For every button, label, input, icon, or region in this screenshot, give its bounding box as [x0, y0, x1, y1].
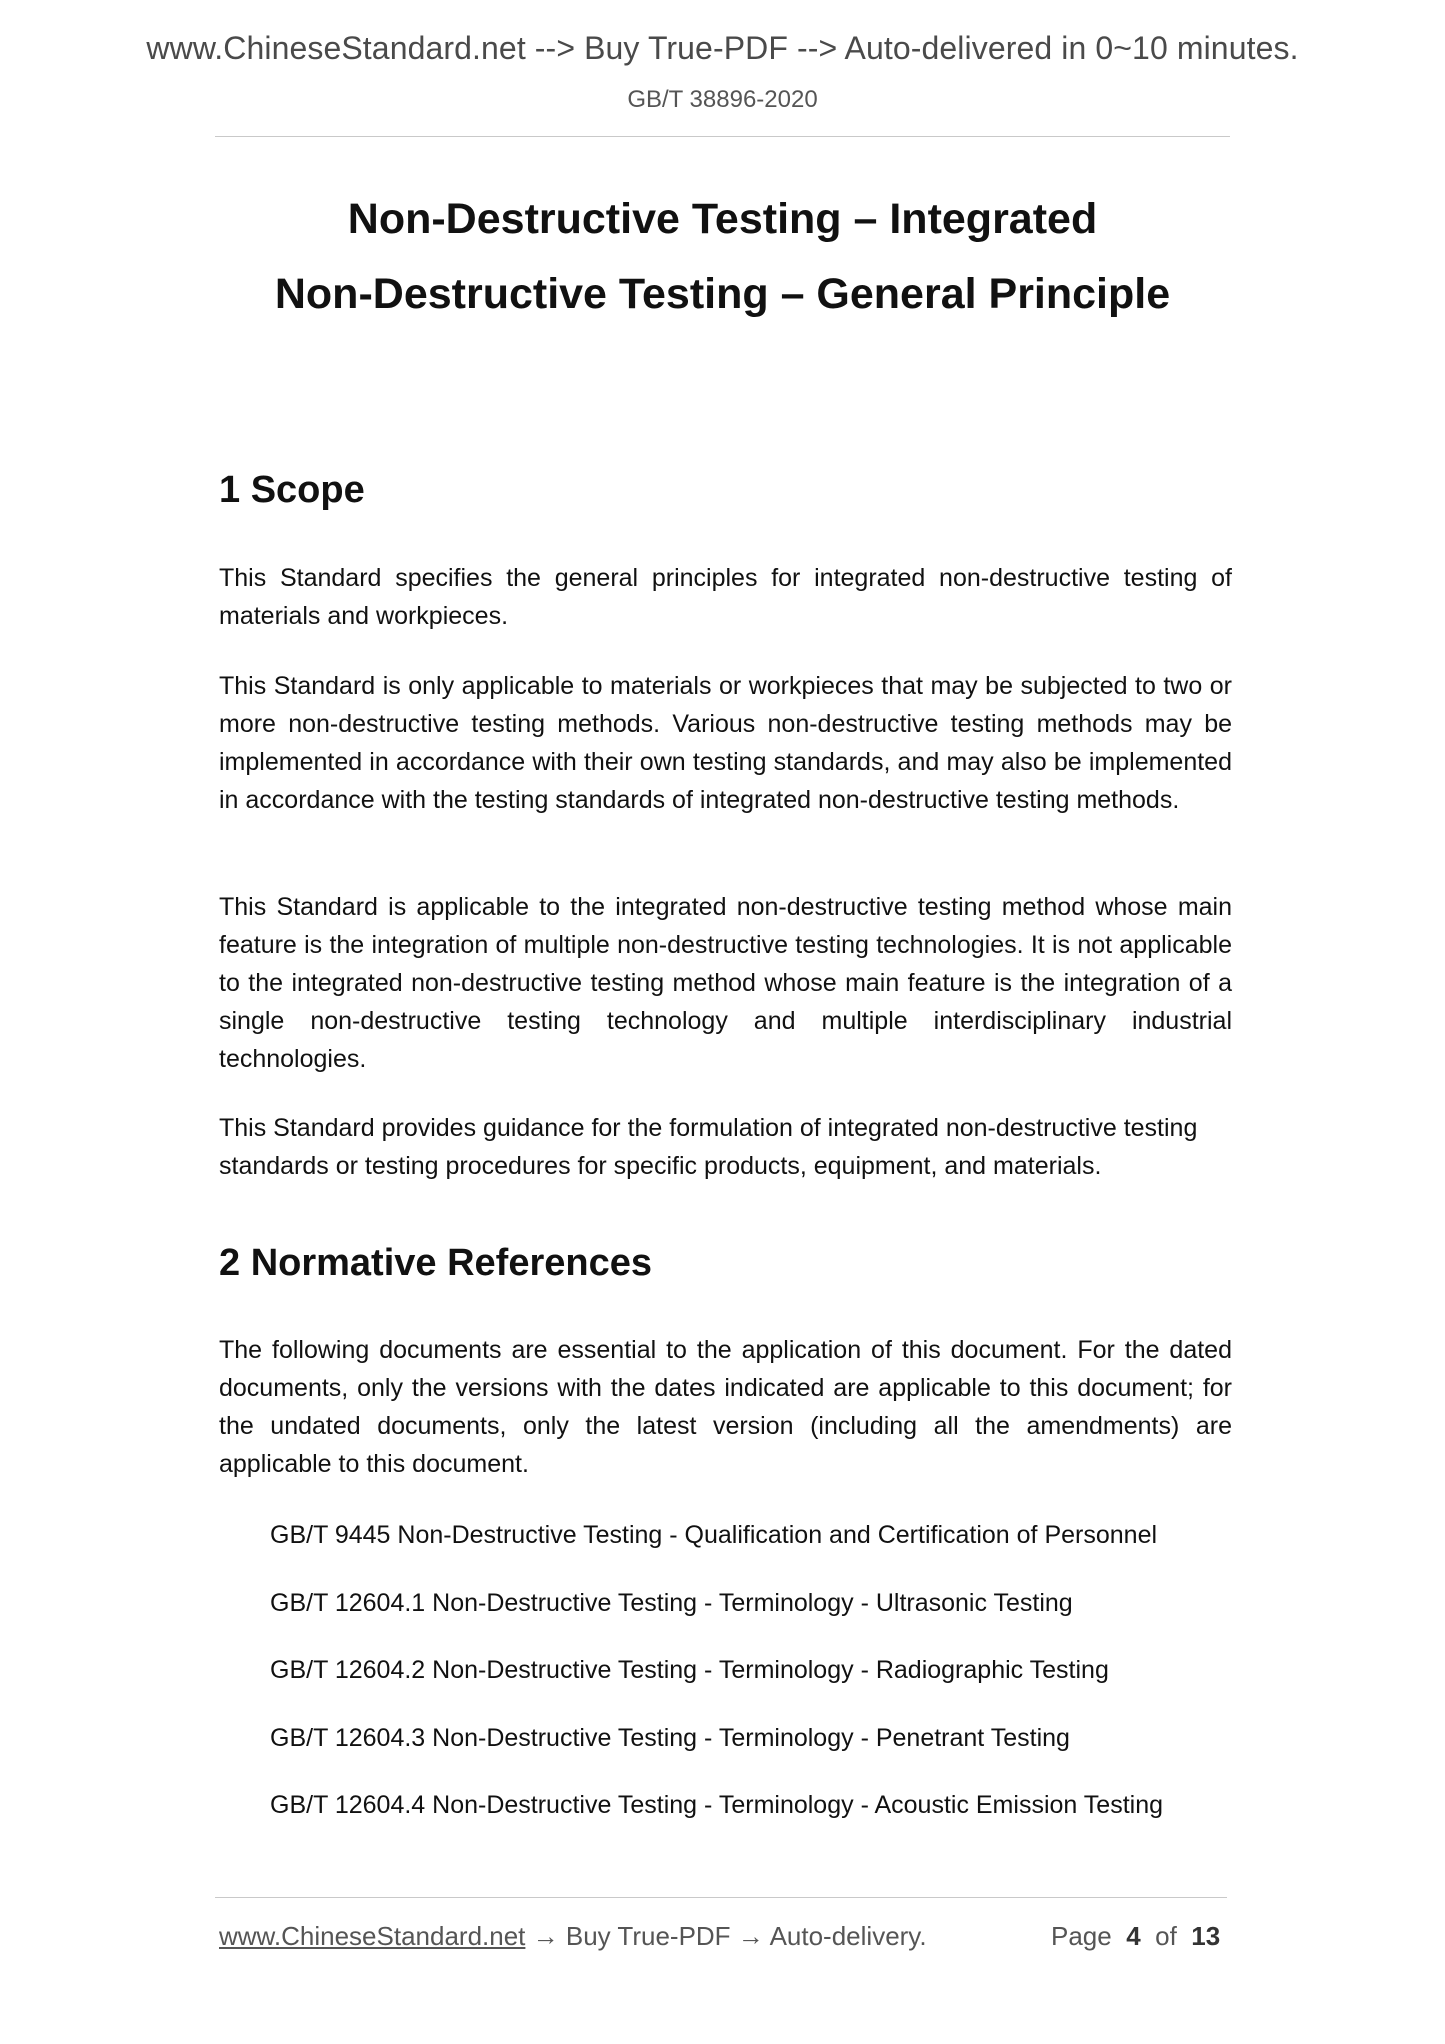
page-current: 4 [1126, 1921, 1141, 1951]
page-indicator [1051, 1921, 1220, 1952]
footer-site-link[interactable]: www.ChineseStandard.net [219, 1921, 526, 1951]
scope-paragraph-2: This Standard is only applicable to materials or workpieces that may be subjected to two or more non-destructive testing methods. Various non-destructive testing methods may be implemented in accordance with their own testing standards, and may also be implemented in accordance with the testing standards of integrated non-destructive testing methods. [219, 672, 1232, 814]
footer-divider [215, 1897, 1227, 1898]
reference-item: GB/T 12604.1 Non-Destructive Testing - Terminology - Ultrasonic Testing [270, 1589, 1073, 1617]
page-label: Page [1051, 1921, 1112, 1951]
references-intro-paragraph: The following documents are essential to the application of this document. For the dated documents, only the versions with the dates indicated are applicable to this document; for the undated documents, only the latest version (including all the amendments) are applicable to this document. [219, 1336, 1232, 1478]
footer-delivery-text: → Buy True-PDF → Auto-delivery. [525, 1921, 927, 1951]
document-title-line-1: Non-Destructive Testing – Integrated [347, 195, 1098, 243]
section-heading-scope: 1 Scope [219, 469, 365, 511]
reference-item: GB/T 12604.2 Non-Destructive Testing - Terminology - Radiographic Testing [270, 1656, 1109, 1684]
site-banner: www.ChineseStandard.net --> Buy True-PDF --> Auto-delivered in 0~10 minutes. [146, 30, 1299, 66]
document-number: GB/T 38896-2020 [627, 86, 818, 113]
page-of-label: of [1155, 1921, 1177, 1951]
page-total: 13 [1191, 1921, 1221, 1951]
reference-item: GB/T 12604.3 Non-Destructive Testing - Terminology - Penetrant Testing [270, 1724, 1070, 1752]
document-title-line-2: Non-Destructive Testing – General Principle [274, 270, 1171, 318]
reference-item: GB/T 12604.4 Non-Destructive Testing - Terminology - Acoustic Emission Testing [270, 1791, 1164, 1819]
scope-paragraph-4: This Standard provides guidance for the formulation of integrated non-destructive testing standards or testing procedures for specific products, equipment, and materials. [219, 1114, 1198, 1180]
scope-paragraph-3: This Standard is applicable to the integrated non-destructive testing method whose main feature is the integration of multiple non-destructive testing technologies. It is not applicable to the integrated non-destructive testing method whose main feature is the integration of a single non-destructive testing technology and multiple interdisciplinary industrial technologies. [219, 893, 1232, 1073]
scope-paragraph-1: This Standard specifies the general principles for integrated non-destructive testing of materials and workpieces. [219, 564, 1232, 630]
header-divider [215, 136, 1230, 137]
section-heading-normative-references: 2 Normative References [219, 1242, 652, 1284]
footer-delivery-note [219, 1921, 927, 1952]
reference-item: GB/T 9445 Non-Destructive Testing - Qualification and Certification of Personnel [270, 1521, 1158, 1549]
